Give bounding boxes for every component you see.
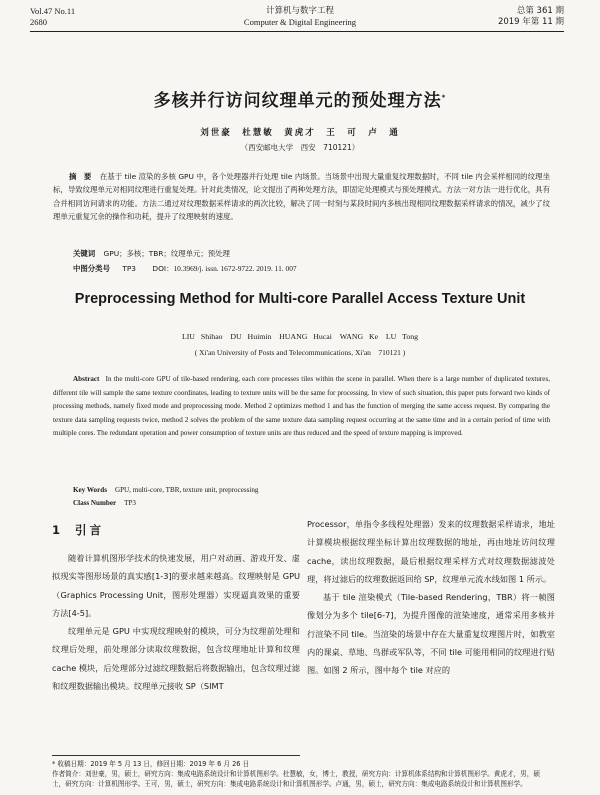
header-rule xyxy=(30,31,564,32)
volume-issue: Vol.47 No.11 xyxy=(30,6,76,16)
class-number-cn-label: 中图分类号 xyxy=(73,264,110,273)
class-number-en-label: Class Number xyxy=(73,499,117,507)
title-cn xyxy=(0,86,600,111)
total-issue: 总第 361 期 xyxy=(516,6,564,16)
abstract-cn-text: 在基于 tile 渲染的多核 GPU 中，各个处理器并行处理 tile 内场景。当场景中出现大量重复纹理数据时，不同 tile 内会采样相同的纹理坐标，导致纹理单元对相同纹理进行重复处理。针对此类情况，论文提出了两种处理方法，即固定处理模式与预处理模式。方法一对方法一进行优化，具有合并相同访问请求的功能。方法二通过对纹理数据采样请求的两次比较，解决了同一时刻与某段时间内多核出现相同纹理数据采样请求的情况，减少了纹理单元重复冗余的操作和功耗，提升了纹理映射的速度。 xyxy=(53,172,550,222)
year-issue: 2019 年第 11 期 xyxy=(497,17,564,27)
abstract-cn-label: 摘 要 xyxy=(69,172,92,181)
keywords-cn-label: 关键词 xyxy=(73,249,96,258)
affiliation-cn: （西安邮电大学 西安 710121） xyxy=(240,143,360,152)
abstract-en-label: Abstract xyxy=(73,375,100,383)
section-title: 引言 xyxy=(75,523,105,537)
intro-paragraph-2: 纹理单元是 GPU 中实现纹理映射的模块，可分为纹理前处理和纹理后处理，前处理部分读取纹理数据，包含纹理地址计算和纹理 cache 模块，后处理部分过滤纹理数据后将数据输出，包含纹理过滤和纹理数据输出模块。纹理单元接收 SP（SIMT xyxy=(52,626,300,692)
doi-label: DOI： xyxy=(152,264,174,273)
keywords-en-text: GPU, multi-core, TBR, texture unit, preprocessing xyxy=(114,486,259,494)
abstract-cn xyxy=(53,170,550,224)
footnote-rule xyxy=(52,755,300,756)
keywords-en-label: Key Words xyxy=(73,486,107,494)
keywords-cn-text: GPU；多核；TBR；纹理单元；预处理 xyxy=(103,249,230,258)
right-column xyxy=(307,515,555,680)
intro-paragraph-3: Processor，单指令多线程处理器）发来的纹理数据采样请求，地址计算模块根据纹理坐标计算出纹理数据的地址，再由地址访问纹理 cache，读出纹理数据，最后根据纹理采样方式对纹理数据滤波处理，将过滤后的纹理数据返回给 SP，纹理单元流水线如图 1 所示。 xyxy=(307,519,555,584)
doi-value: 10.3969/j. issn. 1672-9722. 2019. 11. 007 xyxy=(173,264,297,273)
left-column xyxy=(52,549,300,695)
section-number: 1 xyxy=(52,523,64,537)
journal-name-cn: 计算机与数字工程 xyxy=(265,6,334,16)
keywords-en xyxy=(73,484,258,510)
section-heading xyxy=(52,522,104,538)
running-header-right xyxy=(498,6,564,28)
classification-cn xyxy=(73,262,543,275)
footnote: * 收稿日期：2019 年 5 月 13 日，修回日期：2019 年 6 月 26 日 作者简介：刘世豪，男，硕士，研究方向：集成电路系统设计和计算机图形学。杜慧敏，女，博士，教授，研究方向：计算机体系结构和计算机图形学。黄虎才，男，硕士，研究方向：计算机图形学。王可，男，硕士，研究方向：集成电路系统设计和计算机图形学。卢通，男，硕士，研究方向：集成电路系统设计和计算机图形学。 xyxy=(52,760,540,788)
page-number: 2680 xyxy=(30,17,47,27)
title-cn-text: 多核并行访问纹理单元的预处理方法 xyxy=(153,91,442,111)
keywords-cn xyxy=(73,247,543,260)
authors-cn: 刘世豪 杜慧敏 黄虎才 王 可 卢 通 xyxy=(200,128,400,138)
abstract-en xyxy=(53,373,550,441)
abstract-en-text: In the multi-core GPU of tile-based rendering, each core processes tiles within the scene in parallel. When there is a large number of duplicated textures, different tile will sample the same texture coordinates, leading to texture units will be the same for processing. In view of such situation, this paper puts forward two kinds of processing methods, namely fixed mode and preprocessing mode. Method 2 optimizes method 1 and has the function of merging the same access request. By comparing the texture data sampling requests twice, method 2 solves the problem of the same texture data sampling request occurring at the same time and in a certain period of time with multiple cores. The redundant operation and power consumption of texture units are thus reduced and the speed of texture mapping is improved. xyxy=(53,375,550,438)
class-number-en: TP3 xyxy=(124,499,136,507)
affiliation-en: ( Xi'an University of Posts and Telecommunications, Xi'an 710121 ) xyxy=(194,348,406,357)
intro-paragraph-1: 随着计算机图形学技术的快速发展，用户对动画、游戏开发、虚拟现实等图形场景的真实感[1-3]的要求越来越高。纹理映射是 GPU（Graphics Processing Unit，图形处理器）实现逼真效果的重要方法[4-5]。 xyxy=(52,553,300,618)
intro-paragraph-4: 基于 tile 渲染模式（Tile-based Rendering，TBR）将一帧图像划分为多个 tile[6-7]，为提升图像的渲染速度，通常采用多核并行渲染不同 tile。当渲染的场景中存在大量重复纹理图片时，如教室内的课桌、草地、鸟群或军队等，不同 tile 可能用相同的纹理进行贴图。如图 2 所示，图中每个 tile 对应的 xyxy=(307,592,555,676)
title-footnote-mark: * xyxy=(441,93,447,102)
authors-en: LIU Shihao DU Huimin HUANG Hucai WANG Ke LU Tong xyxy=(181,332,419,341)
journal-name-en: Computer & Digital Engineering xyxy=(243,17,357,27)
class-number-cn: TP3 xyxy=(122,264,137,273)
title-en: Preprocessing Method for Multi-core Parallel Access Texture Unit xyxy=(74,291,526,307)
